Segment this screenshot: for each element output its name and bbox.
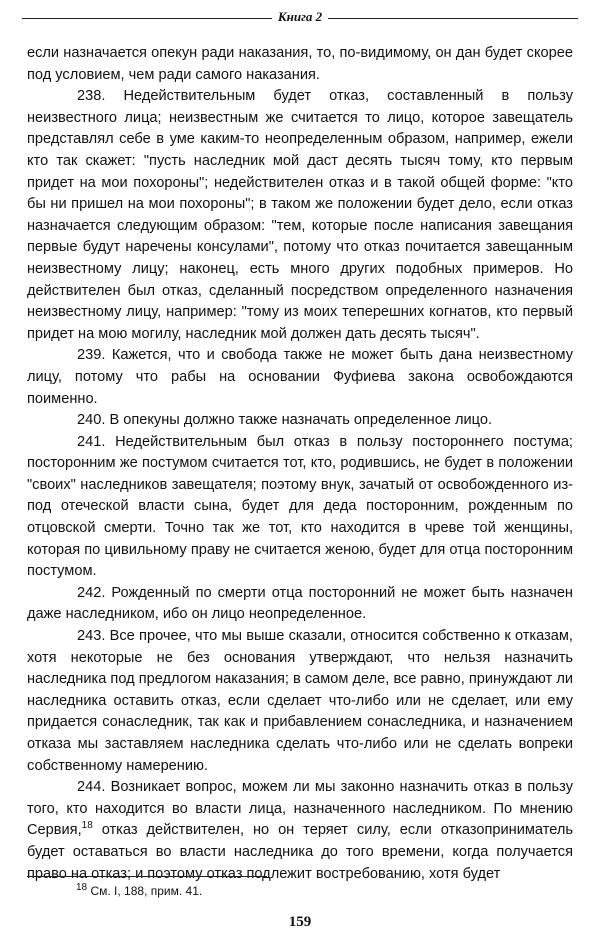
paragraph-239: 239. Кажется, что и свобода также не может быть дана неизвестному лицу, потому что рабы на основании Фуфиева закона освобождаются поименно.	[27, 347, 573, 407]
page-number: 159	[288, 914, 312, 930]
footnote	[76, 884, 202, 898]
paragraph-244	[27, 777, 573, 885]
footnote-mark: 18	[76, 882, 88, 893]
running-head	[0, 9, 600, 25]
paragraph-242: 242. Рожденный по смерти отца посторонний не может быть назначен даже наследником, ибо он лицо неопределенное.	[27, 584, 573, 623]
paragraph-243: 243. Все прочее, что мы выше сказали, относится собственно к отказам, хотя некоторые не без основания утверждают, что нельзя назначить наследника под предлогом наказания; в самом деле, все равно, принуждают ли наследника оставить отказ, если сделает что-либо или не сделает, или ему придается сонаследник, так как и прибавлением сонаследника, и назначением отказа мы заставляем наследника сделать что-либо или не сделать вопреки собственному намерению.	[27, 628, 573, 774]
footnote-rule	[27, 876, 267, 877]
paragraph-continuation: если назначается опекун ради наказания, то, по-видимому, он дан будет скорее под условием, чем ради самого наказания.	[27, 45, 573, 83]
running-title: Книга 2	[272, 9, 328, 24]
footnote-text: См. I, 188, прим. 41.	[87, 884, 203, 898]
paragraph-241: 241. Недействительным был отказ в пользу постороннего постума; посторонним же постумом считается тот, кто, родившись, не будет в положении "своих" наследников завещателя; поэтому внук, зачатый от освобожденного из-под отеческой власти сына, будет для деда посторонним, рожденным по отцовской смерти. Точно так же тот, кто находится в чреве той женщины, которая по цивильному праву не считается женою, будет для отца посторонним постумом.	[27, 433, 573, 580]
body-text	[27, 43, 573, 885]
paragraph-244-rest: отказ действителен, но он теряет силу, если отказоприниматель будет оставаться во власти наследника до того времени, когда получается право на отказ; и поэтому отказ подлежит востребованию, хотя будет	[27, 822, 573, 882]
paragraph-238: 238. Недействительным будет отказ, составленный в пользу неизвестного лица; неизвестным же считается то лицо, которое завещатель представлял себе в уме каким-то неопределенным образом, например, ежели кто так скажет: "пусть наследник мой даст десять тысяч тому, кто первым придет на мои похороны"; недействителен отказ и в такой общей форме: "кто бы ни пришел на мои похороны"; в таком же положении будет дело, если отказ назначается следующим образом: "тем, которые после написания завещания первые будут наречены консулами", потому что отказ почитается завещанным неизвестному лицу; наконец, есть много других подобных примеров. Но действителен был отказ, сделанный посредством определенного назначения неизвестному лицу, например: "тому из моих теперешних когнатов, кто первый придет на мою могилу, наследник мой должен дать десять тысяч".	[27, 88, 573, 342]
footnote-reference[interactable]: 18	[81, 820, 93, 832]
paragraph-244-start: 244. Возникает вопрос, можем ли мы законно назначить отказ в пользу того, кто находится во власти лица, назначенного наследником. По мнению Сервия,	[27, 779, 573, 839]
paragraph-240: 240. В опекуны должно также назначать определенное лицо.	[77, 412, 493, 429]
